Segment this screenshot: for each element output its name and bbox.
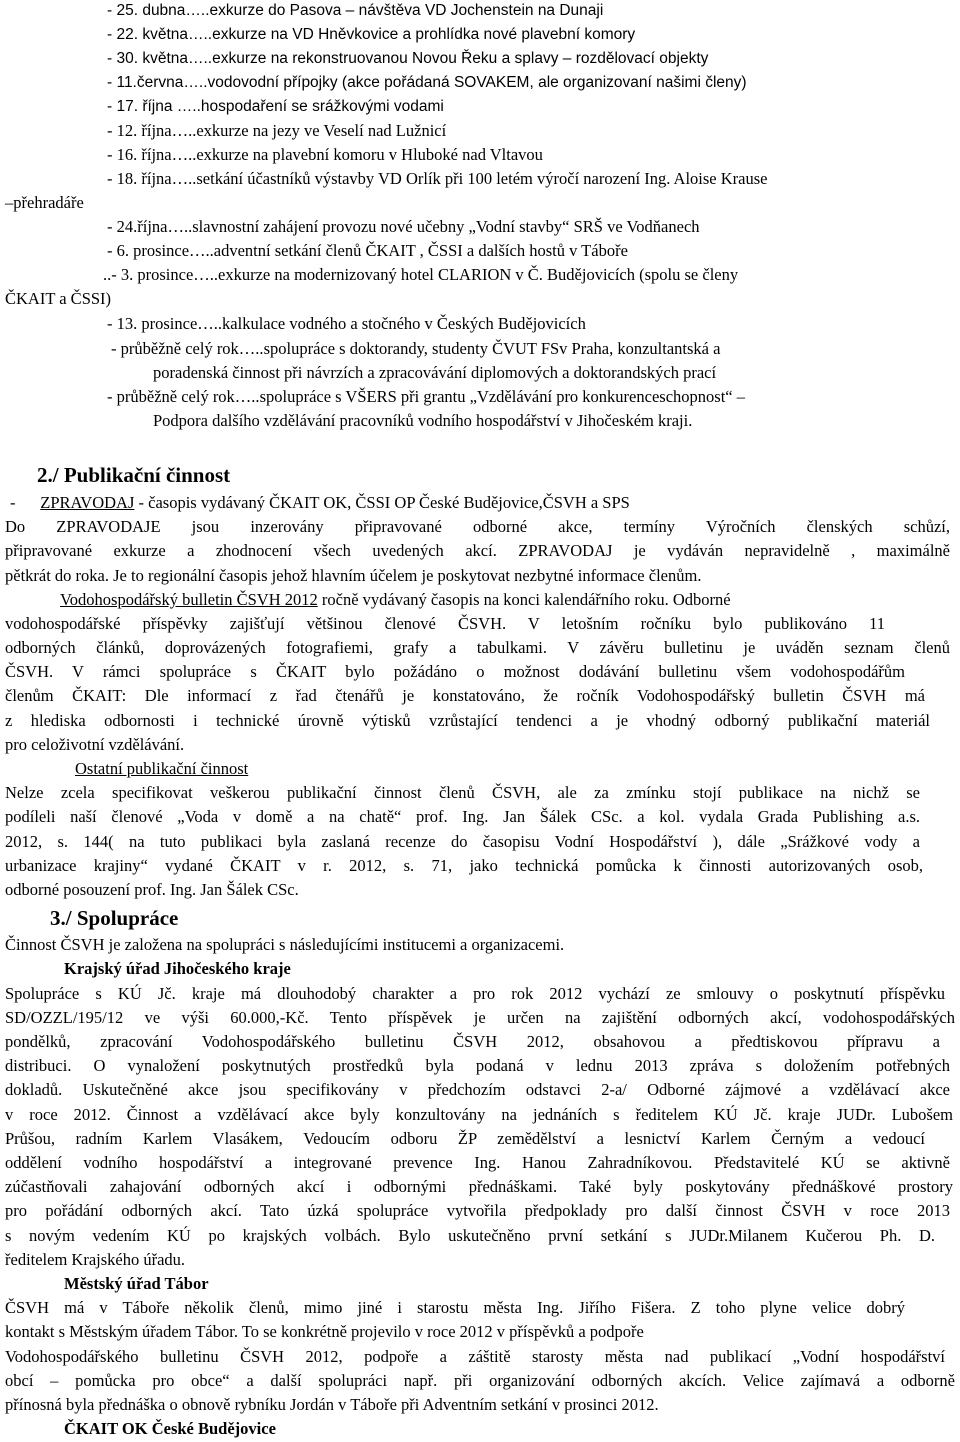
paragraph-line: pondělků, zpracování Vodohospodářského bulletinu ČSVH 2012, obsahovou a předtiskovou přípravu a (5, 1032, 940, 1051)
paragraph-line: v roce 2012. Činnost a vzdělávací akce byly konzultovány na jednáních s ředitelem KÚ Jč. kraje JUDr. Lubošem (5, 1105, 953, 1124)
paragraph-line: Činnost ČSVH je založena na spolupráci s následujícími institucemi a organizacemi. (5, 935, 565, 954)
paragraph-line: dokladů. Uskutečněné akce jsou specifikovány v předchozím odstavci 2-a/ Odborné zájmové a vzdělávací akce (5, 1080, 950, 1099)
paragraph-line: obcí – pomůcka pro obce“ a další spolupráci např. při organizování odborných akcích. Velice zajímavá a odborně (5, 1371, 955, 1390)
publication-title: ZPRAVODAJ (40, 493, 135, 512)
bulletin-line: Vodohospodářský bulletin ČSVH 2012 ročně vydávaný časopis na konci kalendářního roku. Odborné (60, 590, 731, 609)
paragraph-line: Do ZPRAVODAJE jsou inzerovány připravované odborné akce, termíny Výročních členských schůzí, (5, 517, 950, 536)
paragraph-line: odborné posouzení prof. Ing. Jan Šálek CSc. (5, 880, 299, 899)
paragraph-line: kontakt s Městským úřadem Tábor. To se konkrétně projevilo v roce 2012 v příspěvků a podpoře (5, 1322, 644, 1341)
list-item: - 18. října…..setkání účastníků výstavby VD Orlík při 100 letém výročí narození Ing. Aloise Krause (107, 169, 768, 188)
list-item: - 11.června…..vodovodní přípojky (akce pořádaná SOVAKEM, ale organizovaní našimi členy) (107, 74, 747, 91)
list-item: - průběžně celý rok…..spolupráce s VŠERS při grantu „Vzdělávání pro konkurenceschopnost“ – (107, 387, 745, 406)
paragraph-line: Spolupráce s KÚ Jč. kraje má dlouhodobý charakter a pro rok 2012 vychází ze smlouvy o poskytnutí příspěvku (5, 984, 945, 1003)
paragraph-line: distribuci. O vynaložení poskytnutých prostředků byla podaná v lednu 2013 zpráva s doložením potřebných (5, 1056, 950, 1075)
paragraph-line: pro celoživotní vzdělávání. (5, 735, 185, 754)
list-item: - 30. května…..exkurze na rekonstruovanou Novou Řeku a splavy – rozdělovací objekty (107, 50, 709, 67)
paragraph-line: zúčastňovali zahajování odborných akcí i odbornými přednáškami. Také byly poskytovány přednáškové prostory (5, 1177, 953, 1196)
list-item: - 12. října…..exkurze na jezy ve Veselí nad Lužnicí (107, 121, 447, 140)
paragraph-line: pro pořádání odborných akcí. Tato úzká spolupráce vytvořila předpoklady pro další činnost ČSVH v roce 2013 (5, 1201, 950, 1220)
zpravodaj-line: - ZPRAVODAJ - časopis vydávaný ČKAIT OK, ČSSI OP České Budějovice,ČSVH a SPS (10, 493, 630, 512)
subsection-title: Krajský úřad Jihočeského kraje (64, 959, 291, 978)
subsection-title: Městský úřad Tábor (64, 1274, 209, 1293)
paragraph-line: Nelze zcela specifikovat veškerou publikační činnost členů ČSVH, ale za zmínku stojí publikace na nichž se (5, 783, 920, 802)
list-item: - 6. prosince…..adventní setkání členů ČKAIT , ČSSI a dalších hostů v Táboře (107, 241, 628, 260)
paragraph-line: Vodohospodářského bulletinu ČSVH 2012, podpoře a záštitě starosty města nad publikací „Vodní hospodářství (5, 1347, 945, 1366)
list-item: ..- 3. prosince…..exkurze na modernizovaný hotel CLARION v Č. Budějovicích (spolu se členy (103, 265, 739, 284)
paragraph-line: ČSVH má v Táboře několik členů, mimo jiné i starostu města Ing. Jiřího Fišera. Z toho plyne velice dobrý (5, 1298, 905, 1317)
paragraph-line: 2012, s. 144( na tuto publikaci byla zaslaná recenze do časopisu Vodní Hospodářství ), dále „Srážkové vody a (5, 832, 920, 851)
paragraph-line: připravované exkurze a zhodnocení všech uvedených akcí. ZPRAVODAJ je vydáván nepravidelně , maximálně (5, 541, 950, 560)
paragraph-line: ředitelem Krajského úřadu. (5, 1250, 186, 1269)
paragraph-line: Průšou, radním Karlem Vlasákem, Vedoucím odboru ŽP zemědělství a lesnictví Karlem Černým a vedoucí (5, 1129, 925, 1148)
paragraph-line: z hlediska odbornosti i technické úrovně výtisků vzrůstající tendenci a je vhodný odborný publikační materiál (5, 711, 930, 730)
paragraph-line: s novým vedením KÚ po krajských volbách. Bylo uskutečněno první setkání s JUDr.Milanem Kučerou Ph. D. (5, 1226, 935, 1245)
list-item: - 22. května…..exkurze na VD Hněvkovice a prohlídka nové plavební komory (107, 26, 636, 43)
list-item: - 16. října…..exkurze na plavební komoru v Hluboké nad Vltavou (107, 145, 543, 164)
list-item: –přehradáře (5, 193, 84, 212)
list-item: - 24.října…..slavnostní zahájení provozu nové učebny „Vodní stavby“ SRŠ ve Vodňanech (107, 217, 700, 236)
paragraph-line: podíleli naší členové „Voda v domě a na chatě“ prof. Ing. Jan Šálek CSc. a kol. vydala Grada Publishing a.s. (5, 807, 920, 826)
paragraph-line: pětkrát do roka. Je to regionální časopis jehož hlavním účelem je poskytovat nezbytné informace členům. (5, 566, 702, 585)
list-item: - 13. prosince…..kalkulace vodného a stočného v Českých Budějovicích (107, 314, 586, 333)
paragraph-line: vodohospodářské příspěvky zajišťují většinou členové ČSVH. V letošním ročníku bylo publikováno 11 (5, 614, 885, 633)
subsection-title: Ostatní publikační činnost (75, 759, 249, 778)
section-heading: 3./ Spolupráce (50, 906, 179, 930)
paragraph-line: členům ČKAIT: Dle informací z řad čtenářů je konstatováno, že ročník Vodohospodářský bulletin ČSVH má (5, 686, 925, 705)
paragraph-line: SD/OZZL/195/12 ve výši 60.000,-Kč. Tento příspěvek je určen na zajištění odborných akcí, vodohospodářských (5, 1008, 955, 1027)
list-item: - 17. října …..hospodaření se srážkovými vodami (107, 98, 444, 115)
paragraph-line: oddělení vodního hospodářství a integrované prevence Ing. Hanou Zahradníkovou. Představitelé KÚ se aktivně (5, 1153, 950, 1172)
list-item: - 25. dubna…..exkurze do Pasova – návštěva VD Jochenstein na Dunaji (107, 2, 604, 19)
list-item: ČKAIT a ČSSI) (5, 289, 112, 308)
publication-title: Vodohospodářský bulletin ČSVH 2012 (60, 590, 318, 609)
list-item: - průběžně celý rok…..spolupráce s doktorandy, studenty ČVUT FSv Praha, konzultantská a (111, 339, 721, 358)
paragraph-line: ČSVH. V rámci spolupráce s ČKAIT bylo požádáno o možnost dodávání bulletinu všem vodohospodářům (5, 662, 905, 681)
subsection-title: ČKAIT OK České Budějovice (64, 1419, 276, 1438)
list-item: poradenská činnost při návrzích a zpracovávání diplomových a doktorandských prací (153, 363, 717, 382)
paragraph-line: urbanizace krajiny“ vydané ČKAIT v r. 2012, s. 71, jako technická pomůcka k činnosti autorizovaných osob, (5, 856, 923, 875)
list-item: Podpora dalšího vzdělávání pracovníků vodního hospodářství v Jihočeském kraji. (153, 411, 693, 430)
paragraph-line: odborných článků, doprovázených fotografiemi, grafy a tabulkami. V závěru bulletinu je uváděn seznam členů (5, 638, 950, 657)
paragraph-line: přínosná byla přednáška o obnově rybníku Jordán v Táboře při Adventním setkání v prosinci 2012. (5, 1395, 659, 1414)
section-heading: 2./ Publikační činnost (37, 463, 231, 487)
